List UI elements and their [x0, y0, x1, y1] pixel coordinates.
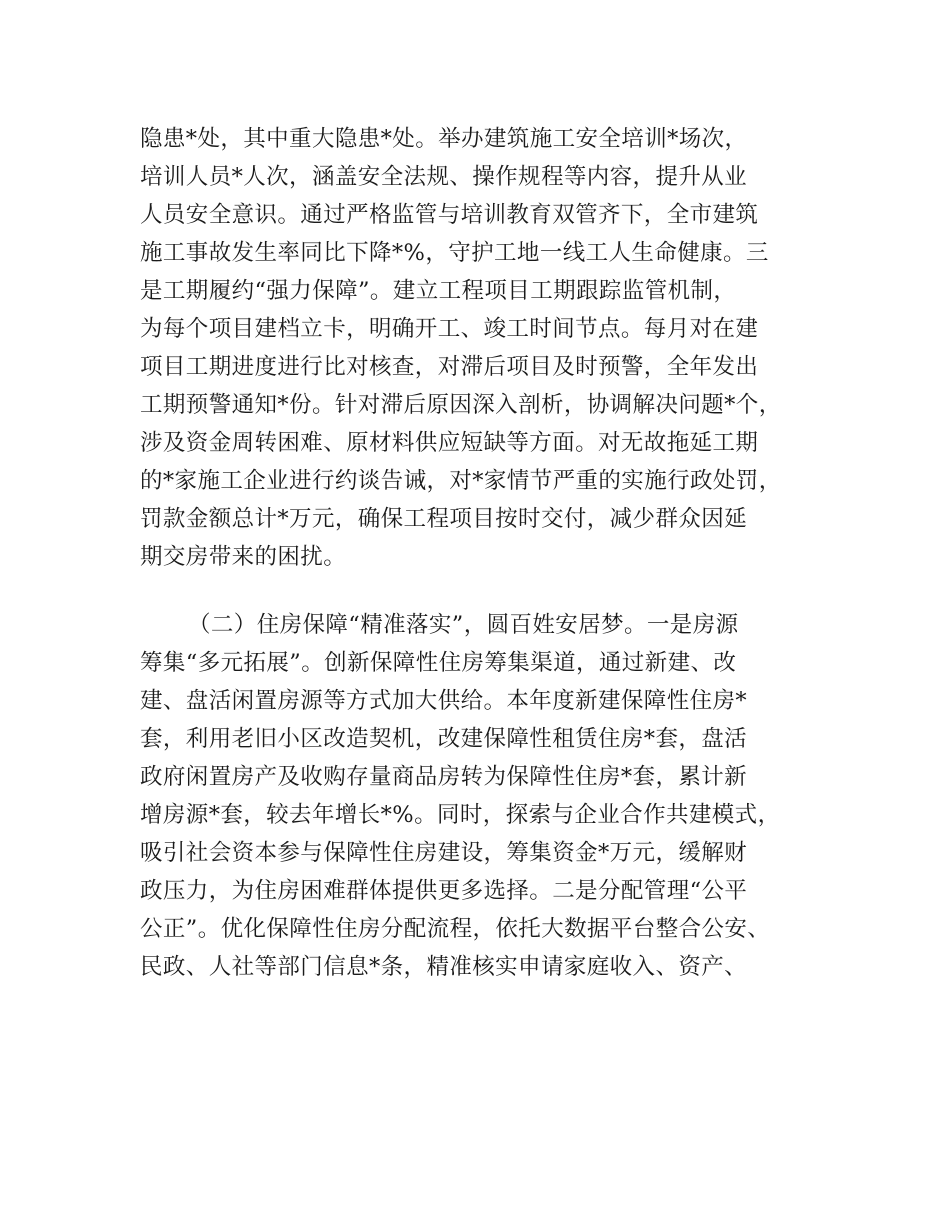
text-line: 为每个项目建档立卡，明确开工、竣工时间节点。每月对在建	[140, 316, 759, 342]
text-line: 套，利用老旧小区改造契机，改建保障性租赁住房*套，盘活	[140, 726, 748, 752]
text-line: 政压力，为住房困难群体提供更多选择。二是分配管理“公平	[140, 878, 748, 904]
text-line: 项目工期进度进行比对核查，对滞后项目及时预警，全年发出	[140, 354, 759, 380]
text-line: 民政、人社等部门信息*条，精准核实申请家庭收入、资产、	[140, 954, 748, 980]
text-line: 是工期履约“强力保障”。建立工程项目工期跟踪监管机制，	[140, 278, 737, 304]
text-line: 罚款金额总计*万元，确保工程项目按时交付，减少群众因延	[140, 506, 748, 532]
text-line: 建、盘活闲置房源等方式加大供给。本年度新建保障性住房*	[140, 688, 748, 714]
text-line: 筹集“多元拓展”。创新保障性住房筹集渠道，通过新建、改	[140, 650, 737, 676]
text-line: 培训人员*人次，涵盖安全法规、操作规程等内容，提升从业	[140, 164, 748, 190]
text-line: 涉及资金周转困难、原材料供应短缺等方面。对无故拖延工期	[140, 430, 759, 456]
text-line: 公正”。优化保障性住房分配流程，依托大数据平台整合公安、	[140, 916, 771, 942]
text-line: 期交房带来的困扰。	[140, 544, 347, 570]
text-line: 施工事故发生率同比下降*%，守护工地一线工人生命健康。三	[140, 240, 769, 266]
text-line: 隐患*处，其中重大隐患*处。举办建筑施工安全培训*场次，	[140, 126, 748, 152]
text-line: （二）住房保障“精准落实”，圆百姓安居梦。一是房源	[188, 612, 739, 638]
text-line: 的*家施工企业进行约谈告诫，对*家情节严重的实施行政处罚，	[140, 468, 782, 494]
text-line: 工期预警通知*份。针对滞后原因深入剖析，协调解决问题*个，	[140, 392, 782, 418]
text-line: 政府闲置房产及收购存量商品房转为保障性住房*套，累计新	[140, 764, 748, 790]
text-line: 人员安全意识。通过严格监管与培训教育双管齐下，全市建筑	[140, 202, 759, 228]
text-line: 增房源*套，较去年增长*%。同时，探索与企业合作共建模式，	[140, 802, 781, 828]
text-line: 吸引社会资本参与保障性住房建设，筹集资金*万元，缓解财	[140, 840, 748, 866]
